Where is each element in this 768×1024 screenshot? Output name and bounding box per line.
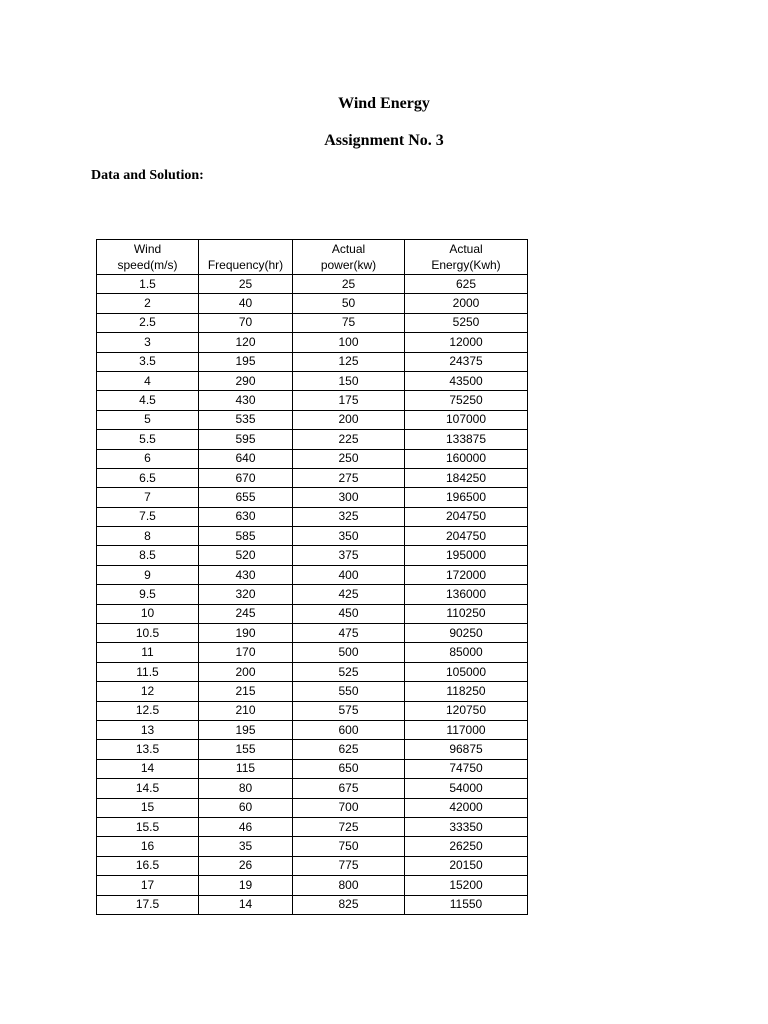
cell-actual-energy: 85000 bbox=[405, 643, 528, 662]
cell-actual-power: 325 bbox=[293, 507, 405, 526]
cell-actual-energy: 117000 bbox=[405, 720, 528, 739]
cell-frequency: 200 bbox=[199, 662, 293, 681]
cell-wind-speed: 8 bbox=[97, 527, 199, 546]
header-wind-speed bbox=[97, 240, 199, 275]
cell-wind-speed: 16.5 bbox=[97, 856, 199, 875]
table-row bbox=[97, 682, 528, 701]
cell-actual-power: 300 bbox=[293, 488, 405, 507]
header-line: Frequency(hr) bbox=[207, 258, 284, 272]
cell-actual-power: 175 bbox=[293, 391, 405, 410]
table-row bbox=[97, 837, 528, 856]
cell-actual-power: 375 bbox=[293, 546, 405, 565]
cell-actual-energy: 204750 bbox=[405, 527, 528, 546]
wind-data-table bbox=[96, 239, 528, 915]
cell-wind-speed: 9 bbox=[97, 565, 199, 584]
cell-wind-speed: 17 bbox=[97, 876, 199, 895]
table-row bbox=[97, 468, 528, 487]
cell-actual-power: 450 bbox=[293, 604, 405, 623]
cell-actual-energy: 90250 bbox=[405, 624, 528, 643]
cell-wind-speed: 10.5 bbox=[97, 624, 199, 643]
cell-actual-energy: 11550 bbox=[405, 895, 528, 914]
cell-actual-power: 700 bbox=[293, 798, 405, 817]
cell-frequency: 80 bbox=[199, 779, 293, 798]
table-body bbox=[97, 275, 528, 915]
cell-wind-speed: 5.5 bbox=[97, 430, 199, 449]
cell-frequency: 630 bbox=[199, 507, 293, 526]
table-row bbox=[97, 779, 528, 798]
cell-wind-speed: 8.5 bbox=[97, 546, 199, 565]
table-row bbox=[97, 527, 528, 546]
cell-actual-power: 350 bbox=[293, 527, 405, 546]
cell-actual-energy: 120750 bbox=[405, 701, 528, 720]
cell-wind-speed: 15.5 bbox=[97, 817, 199, 836]
table-row bbox=[97, 720, 528, 739]
table-row bbox=[97, 352, 528, 371]
cell-actual-power: 250 bbox=[293, 449, 405, 468]
cell-frequency: 35 bbox=[199, 837, 293, 856]
table-row bbox=[97, 604, 528, 623]
table-row bbox=[97, 313, 528, 332]
cell-wind-speed: 13 bbox=[97, 720, 199, 739]
cell-actual-energy: 172000 bbox=[405, 565, 528, 584]
table-row bbox=[97, 507, 528, 526]
table-row bbox=[97, 410, 528, 429]
cell-frequency: 655 bbox=[199, 488, 293, 507]
table-row bbox=[97, 585, 528, 604]
table-header bbox=[97, 240, 528, 275]
cell-actual-energy: 15200 bbox=[405, 876, 528, 895]
cell-frequency: 14 bbox=[199, 895, 293, 914]
cell-actual-power: 125 bbox=[293, 352, 405, 371]
cell-actual-power: 275 bbox=[293, 468, 405, 487]
cell-wind-speed: 2.5 bbox=[97, 313, 199, 332]
cell-frequency: 195 bbox=[199, 352, 293, 371]
table-row bbox=[97, 449, 528, 468]
cell-frequency: 670 bbox=[199, 468, 293, 487]
cell-frequency: 195 bbox=[199, 720, 293, 739]
cell-actual-energy: 133875 bbox=[405, 430, 528, 449]
cell-actual-power: 425 bbox=[293, 585, 405, 604]
cell-actual-energy: 26250 bbox=[405, 837, 528, 856]
cell-actual-power: 200 bbox=[293, 410, 405, 429]
cell-actual-power: 225 bbox=[293, 430, 405, 449]
cell-frequency: 430 bbox=[199, 391, 293, 410]
table-row bbox=[97, 565, 528, 584]
cell-frequency: 155 bbox=[199, 740, 293, 759]
table-row bbox=[97, 624, 528, 643]
cell-actual-energy: 43500 bbox=[405, 371, 528, 390]
cell-frequency: 170 bbox=[199, 643, 293, 662]
cell-actual-power: 550 bbox=[293, 682, 405, 701]
cell-frequency: 430 bbox=[199, 565, 293, 584]
cell-frequency: 25 bbox=[199, 275, 293, 294]
cell-actual-power: 50 bbox=[293, 294, 405, 313]
table-row bbox=[97, 643, 528, 662]
cell-wind-speed: 16 bbox=[97, 837, 199, 856]
table-row bbox=[97, 488, 528, 507]
table-row bbox=[97, 701, 528, 720]
header-line: speed(m/s) bbox=[117, 258, 178, 272]
cell-frequency: 535 bbox=[199, 410, 293, 429]
cell-actual-energy: 12000 bbox=[405, 333, 528, 352]
section-label: Data and Solution: bbox=[91, 168, 204, 183]
cell-frequency: 115 bbox=[199, 759, 293, 778]
cell-wind-speed: 7 bbox=[97, 488, 199, 507]
cell-actual-energy: 110250 bbox=[405, 604, 528, 623]
cell-actual-power: 800 bbox=[293, 876, 405, 895]
cell-frequency: 70 bbox=[199, 313, 293, 332]
cell-actual-power: 675 bbox=[293, 779, 405, 798]
cell-actual-energy: 5250 bbox=[405, 313, 528, 332]
table-row bbox=[97, 430, 528, 449]
cell-wind-speed: 3.5 bbox=[97, 352, 199, 371]
header-row bbox=[97, 240, 528, 275]
cell-wind-speed: 4 bbox=[97, 371, 199, 390]
cell-actual-power: 525 bbox=[293, 662, 405, 681]
cell-wind-speed: 11.5 bbox=[97, 662, 199, 681]
cell-frequency: 40 bbox=[199, 294, 293, 313]
cell-actual-energy: 195000 bbox=[405, 546, 528, 565]
cell-actual-power: 625 bbox=[293, 740, 405, 759]
cell-actual-power: 25 bbox=[293, 275, 405, 294]
cell-frequency: 60 bbox=[199, 798, 293, 817]
cell-actual-energy: 75250 bbox=[405, 391, 528, 410]
cell-actual-power: 575 bbox=[293, 701, 405, 720]
cell-actual-power: 75 bbox=[293, 313, 405, 332]
cell-wind-speed: 14.5 bbox=[97, 779, 199, 798]
table-row bbox=[97, 817, 528, 836]
cell-actual-energy: 33350 bbox=[405, 817, 528, 836]
cell-actual-energy: 184250 bbox=[405, 468, 528, 487]
table-row bbox=[97, 759, 528, 778]
cell-frequency: 120 bbox=[199, 333, 293, 352]
table-row bbox=[97, 371, 528, 390]
cell-wind-speed: 13.5 bbox=[97, 740, 199, 759]
table-row bbox=[97, 740, 528, 759]
cell-wind-speed: 12.5 bbox=[97, 701, 199, 720]
header-line: Energy(Kwh) bbox=[431, 258, 501, 272]
cell-actual-energy: 24375 bbox=[405, 352, 528, 371]
cell-frequency: 215 bbox=[199, 682, 293, 701]
table-row bbox=[97, 876, 528, 895]
header-actual-energy bbox=[405, 240, 528, 275]
cell-actual-power: 825 bbox=[293, 895, 405, 914]
cell-wind-speed: 17.5 bbox=[97, 895, 199, 914]
cell-frequency: 320 bbox=[199, 585, 293, 604]
cell-actual-power: 100 bbox=[293, 333, 405, 352]
cell-wind-speed: 7.5 bbox=[97, 507, 199, 526]
table-row bbox=[97, 895, 528, 914]
cell-wind-speed: 6 bbox=[97, 449, 199, 468]
cell-actual-energy: 74750 bbox=[405, 759, 528, 778]
cell-actual-energy: 196500 bbox=[405, 488, 528, 507]
cell-frequency: 640 bbox=[199, 449, 293, 468]
cell-frequency: 26 bbox=[199, 856, 293, 875]
cell-frequency: 46 bbox=[199, 817, 293, 836]
cell-wind-speed: 4.5 bbox=[97, 391, 199, 410]
cell-wind-speed: 12 bbox=[97, 682, 199, 701]
cell-actual-energy: 20150 bbox=[405, 856, 528, 875]
cell-actual-energy: 160000 bbox=[405, 449, 528, 468]
cell-actual-energy: 204750 bbox=[405, 507, 528, 526]
cell-wind-speed: 9.5 bbox=[97, 585, 199, 604]
cell-wind-speed: 1.5 bbox=[97, 275, 199, 294]
document-title: Wind Energy bbox=[338, 95, 430, 112]
cell-actual-power: 750 bbox=[293, 837, 405, 856]
cell-actual-power: 600 bbox=[293, 720, 405, 739]
cell-actual-energy: 136000 bbox=[405, 585, 528, 604]
cell-frequency: 19 bbox=[199, 876, 293, 895]
table-row bbox=[97, 333, 528, 352]
table-row bbox=[97, 391, 528, 410]
table-row bbox=[97, 662, 528, 681]
cell-actual-power: 775 bbox=[293, 856, 405, 875]
cell-frequency: 210 bbox=[199, 701, 293, 720]
table-row bbox=[97, 294, 528, 313]
header-line: Actual bbox=[449, 242, 483, 256]
header-frequency bbox=[199, 240, 293, 275]
cell-frequency: 585 bbox=[199, 527, 293, 546]
cell-wind-speed: 5 bbox=[97, 410, 199, 429]
cell-actual-energy: 54000 bbox=[405, 779, 528, 798]
cell-actual-energy: 96875 bbox=[405, 740, 528, 759]
cell-actual-energy: 2000 bbox=[405, 294, 528, 313]
cell-frequency: 520 bbox=[199, 546, 293, 565]
cell-actual-energy: 625 bbox=[405, 275, 528, 294]
cell-wind-speed: 11 bbox=[97, 643, 199, 662]
cell-wind-speed: 14 bbox=[97, 759, 199, 778]
header-line: power(kw) bbox=[320, 258, 377, 272]
cell-actual-power: 650 bbox=[293, 759, 405, 778]
header-line: Actual bbox=[331, 242, 366, 256]
cell-actual-energy: 107000 bbox=[405, 410, 528, 429]
header-line: Wind bbox=[133, 242, 162, 256]
cell-actual-energy: 105000 bbox=[405, 662, 528, 681]
cell-frequency: 595 bbox=[199, 430, 293, 449]
cell-actual-power: 400 bbox=[293, 565, 405, 584]
cell-wind-speed: 10 bbox=[97, 604, 199, 623]
cell-wind-speed: 2 bbox=[97, 294, 199, 313]
table-row bbox=[97, 798, 528, 817]
table-row bbox=[97, 275, 528, 294]
cell-frequency: 245 bbox=[199, 604, 293, 623]
cell-frequency: 190 bbox=[199, 624, 293, 643]
cell-actual-power: 150 bbox=[293, 371, 405, 390]
cell-actual-power: 475 bbox=[293, 624, 405, 643]
table-row bbox=[97, 546, 528, 565]
cell-wind-speed: 6.5 bbox=[97, 468, 199, 487]
cell-actual-power: 725 bbox=[293, 817, 405, 836]
cell-frequency: 290 bbox=[199, 371, 293, 390]
cell-actual-power: 500 bbox=[293, 643, 405, 662]
table-row bbox=[97, 856, 528, 875]
header-actual-power bbox=[293, 240, 405, 275]
cell-wind-speed: 3 bbox=[97, 333, 199, 352]
cell-actual-energy: 42000 bbox=[405, 798, 528, 817]
document-subtitle: Assignment No. 3 bbox=[324, 132, 444, 149]
cell-wind-speed: 15 bbox=[97, 798, 199, 817]
cell-actual-energy: 118250 bbox=[405, 682, 528, 701]
